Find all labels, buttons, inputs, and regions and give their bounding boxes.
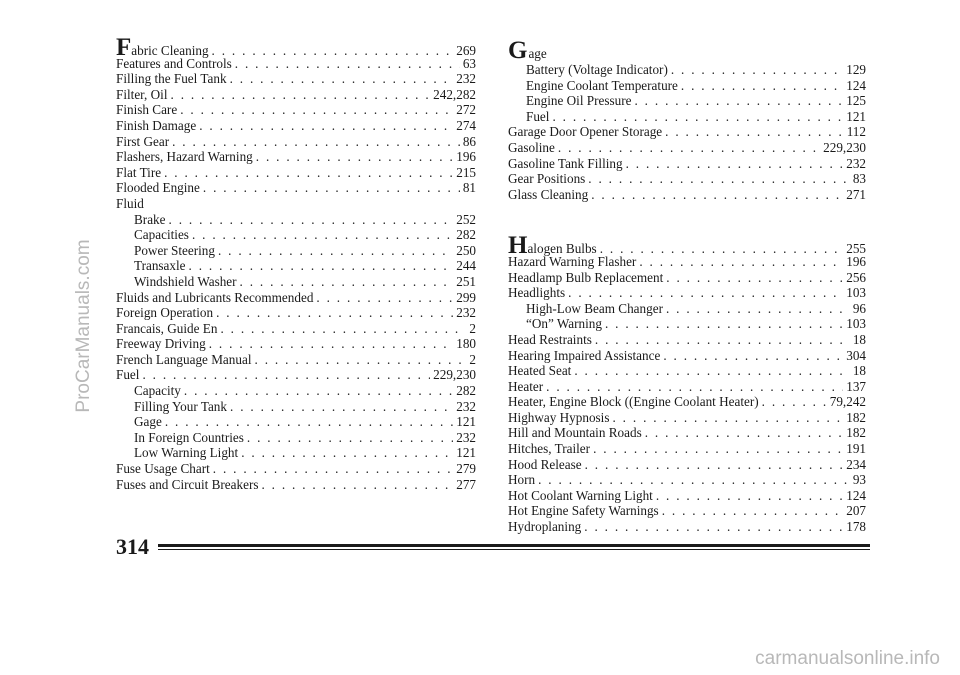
index-subentry bbox=[116, 383, 476, 399]
index-entry-text: Gasoline Tank Filling bbox=[508, 155, 623, 171]
index-subentry bbox=[508, 301, 866, 317]
index-entry bbox=[116, 71, 476, 87]
index-entry-text: Filter, Oil bbox=[116, 86, 168, 102]
index-entry-page: 178 bbox=[846, 519, 866, 535]
dot-leader bbox=[656, 488, 843, 504]
dot-leader bbox=[256, 149, 453, 165]
index-entry bbox=[508, 379, 866, 395]
index-entry-text: Headlamp Bulb Replacement bbox=[508, 269, 664, 285]
index-entry-text: Heated Seat bbox=[508, 363, 572, 379]
dot-leader bbox=[666, 270, 843, 286]
dot-leader bbox=[591, 187, 843, 203]
dot-leader bbox=[165, 414, 453, 430]
index-entry-page: 229,230 bbox=[823, 139, 866, 155]
index-entry-page: 250 bbox=[456, 242, 476, 258]
index-entry-page: 229,230 bbox=[433, 367, 476, 383]
index-entry-text: Hot Coolant Warning Light bbox=[508, 487, 653, 503]
index-list-g bbox=[508, 62, 866, 202]
index-entry-text: Hood Release bbox=[508, 456, 582, 472]
index-entry bbox=[116, 118, 476, 134]
dot-leader bbox=[216, 305, 453, 321]
index-entry bbox=[116, 56, 476, 72]
dot-leader bbox=[142, 367, 430, 383]
index-entry-text: Hitches, Trailer bbox=[508, 441, 591, 457]
page-number: 314 bbox=[116, 534, 149, 559]
index-entry-text: “On” Warning bbox=[526, 316, 602, 332]
index-subentry bbox=[116, 274, 476, 290]
dot-leader bbox=[546, 379, 843, 395]
index-entry-page: 272 bbox=[456, 102, 476, 118]
index-entry bbox=[508, 285, 866, 301]
dot-leader bbox=[639, 254, 843, 270]
index-entry bbox=[508, 124, 866, 140]
index-entry-text: Francais, Guide En bbox=[116, 320, 218, 336]
index-entry bbox=[116, 290, 476, 306]
dot-leader bbox=[666, 301, 850, 317]
index-entry-page: 255 bbox=[846, 241, 866, 257]
dot-leader bbox=[247, 430, 453, 446]
index-entry-text: Transaxle bbox=[134, 258, 186, 274]
index-entry-page: 282 bbox=[456, 227, 476, 243]
index-entry-page: 252 bbox=[456, 211, 476, 227]
index-entry-page: 137 bbox=[846, 378, 866, 394]
index-entry bbox=[508, 457, 866, 473]
index-entry bbox=[508, 472, 866, 488]
index-entry-page: 124 bbox=[846, 487, 866, 503]
index-entry-text: Finish Care bbox=[116, 102, 178, 118]
index-entry-text: Headlights bbox=[508, 285, 566, 301]
index-entry bbox=[116, 87, 476, 103]
index-entry-page: 282 bbox=[456, 383, 476, 399]
index-entry-page: 103 bbox=[846, 285, 866, 301]
dot-leader bbox=[209, 336, 453, 352]
index-column-right bbox=[508, 37, 866, 535]
index-entry-text: Horn bbox=[508, 472, 536, 488]
index-entry-page: 196 bbox=[846, 253, 866, 269]
index-entry-page: 232 bbox=[456, 71, 476, 87]
index-entry-page: 244 bbox=[456, 258, 476, 274]
index-entry-page: 215 bbox=[456, 164, 476, 180]
index-entry-text: Windshield Washer bbox=[134, 273, 237, 289]
index-entry-page: 279 bbox=[456, 461, 476, 477]
index-entry bbox=[508, 171, 866, 187]
dot-leader bbox=[605, 316, 843, 332]
index-entry-page: 121 bbox=[846, 108, 866, 124]
index-entry-page: 96 bbox=[852, 300, 866, 316]
index-entry bbox=[508, 332, 866, 348]
dot-leader bbox=[558, 140, 820, 156]
index-entry bbox=[116, 367, 476, 383]
dot-leader bbox=[584, 519, 843, 535]
index-subentry bbox=[508, 109, 866, 125]
dot-leader bbox=[645, 425, 844, 441]
index-entry-page: 234 bbox=[846, 456, 866, 472]
index-subentry bbox=[116, 243, 476, 259]
index-entry-page: 129 bbox=[846, 62, 866, 77]
dot-leader bbox=[230, 71, 454, 87]
index-entry-text: Hot Engine Safety Warnings bbox=[508, 503, 659, 519]
index-entry bbox=[508, 254, 866, 270]
index-entry-text: Gear Positions bbox=[508, 171, 586, 187]
index-entry-page: 124 bbox=[846, 77, 866, 93]
index-entry bbox=[116, 34, 476, 61]
dot-leader bbox=[213, 461, 453, 477]
index-entry-text: Garage Door Opener Storage bbox=[508, 124, 663, 140]
index-entry-text: Finish Damage bbox=[116, 117, 197, 133]
dot-leader bbox=[595, 332, 850, 348]
index-entry-page: 196 bbox=[456, 149, 476, 165]
index-entry-text: Flooded Engine bbox=[116, 180, 200, 196]
section-heading-gage bbox=[508, 37, 866, 64]
index-entry bbox=[508, 503, 866, 519]
index-entry-page: 232 bbox=[456, 305, 476, 321]
index-entry bbox=[508, 410, 866, 426]
index-entry-text: Fluids and Lubricants Recommended bbox=[116, 289, 314, 305]
index-entry bbox=[116, 321, 476, 337]
index-entry-page: 251 bbox=[456, 273, 476, 289]
dot-leader bbox=[218, 243, 453, 259]
index-entry-page: 232 bbox=[456, 398, 476, 414]
index-entry-text: Heater bbox=[508, 378, 544, 394]
index-entry bbox=[508, 363, 866, 379]
index-entry-text: Features and Controls bbox=[116, 55, 232, 71]
index-subentry bbox=[116, 399, 476, 415]
index-entry bbox=[116, 352, 476, 368]
index-entry-text: Fuses and Circuit Breakers bbox=[116, 476, 259, 492]
index-entry bbox=[508, 519, 866, 535]
index-subentry bbox=[508, 316, 866, 332]
watermark-side: ProCarManuals.com bbox=[73, 239, 94, 413]
index-entry-text: First Gear bbox=[116, 133, 170, 149]
index-entry-text: Foreign Operation bbox=[116, 305, 214, 321]
index-entry bbox=[508, 348, 866, 364]
dot-leader bbox=[568, 285, 843, 301]
index-entry-page: 18 bbox=[852, 363, 866, 379]
index-entry-text: In Foreign Countries bbox=[134, 429, 244, 445]
index-entry-text: Glass Cleaning bbox=[508, 186, 589, 202]
index-entry-page: 93 bbox=[852, 472, 866, 488]
index-subentry bbox=[116, 258, 476, 274]
index-entry bbox=[508, 394, 866, 410]
index-entry bbox=[508, 187, 866, 203]
section-initial-f: F bbox=[116, 34, 132, 61]
dot-leader bbox=[171, 87, 431, 103]
index-entry-text: alogen Bulbs bbox=[527, 241, 597, 257]
index-entry-page: 232 bbox=[846, 155, 866, 171]
dot-leader bbox=[169, 212, 454, 228]
index-entry bbox=[116, 180, 476, 196]
index-entry-text: Filling Your Tank bbox=[134, 398, 227, 414]
index-subentry bbox=[116, 445, 476, 461]
dot-leader bbox=[665, 124, 844, 140]
index-entry-page: 242,282 bbox=[433, 86, 476, 102]
index-entry bbox=[508, 232, 866, 260]
dot-leader bbox=[593, 441, 843, 457]
index-entry-page: 182 bbox=[846, 425, 866, 441]
index-entry-text: Flashers, Hazard Warning bbox=[116, 149, 253, 165]
dot-leader bbox=[663, 348, 843, 364]
index-entry-text: Hill and Mountain Roads bbox=[508, 425, 642, 441]
index-entry-text: Engine Coolant Temperature bbox=[526, 77, 678, 93]
dot-leader bbox=[588, 171, 850, 187]
index-entry-text: Hearing Impaired Assistance bbox=[508, 347, 661, 363]
dot-leader bbox=[612, 410, 843, 426]
dot-leader bbox=[192, 227, 453, 243]
index-entry-page: 18 bbox=[852, 331, 866, 347]
dot-leader bbox=[220, 321, 466, 337]
index-entry-text: Highway Hypnosis bbox=[508, 409, 610, 425]
index-entry bbox=[116, 165, 476, 181]
index-entry-page: 269 bbox=[456, 43, 476, 58]
index-entry bbox=[116, 477, 476, 493]
index-subentry bbox=[116, 212, 476, 228]
index-entry-text: Fuel bbox=[526, 108, 550, 124]
dot-leader bbox=[240, 274, 454, 290]
dot-leader bbox=[184, 383, 453, 399]
index-entry-text: Heater, Engine Block ((Engine Coolant Heater) bbox=[508, 394, 759, 410]
index-entry bbox=[116, 196, 476, 212]
dot-leader bbox=[255, 352, 467, 368]
index-entry-text: Hazard Warning Flasher bbox=[508, 253, 637, 269]
dot-leader bbox=[180, 102, 453, 118]
dot-leader bbox=[681, 78, 843, 94]
dot-leader bbox=[762, 394, 827, 410]
index-entry-text: Fuse Usage Chart bbox=[116, 461, 210, 477]
index-subentry bbox=[508, 93, 866, 109]
index-subentry bbox=[508, 78, 866, 94]
dot-leader bbox=[203, 180, 460, 196]
index-entry-page: 2 bbox=[469, 351, 476, 367]
index-entry-text: Head Restraints bbox=[508, 331, 592, 347]
index-entry bbox=[508, 140, 866, 156]
index-entry-text: Capacities bbox=[134, 227, 189, 243]
dot-leader bbox=[662, 503, 844, 519]
index-entry bbox=[116, 102, 476, 118]
index-entry-text: Engine Oil Pressure bbox=[526, 93, 632, 109]
index-list-h bbox=[508, 254, 866, 535]
dot-leader bbox=[538, 472, 850, 488]
dot-leader bbox=[199, 118, 453, 134]
index-subentry bbox=[116, 227, 476, 243]
index-entry bbox=[116, 149, 476, 165]
index-entry-page: 2 bbox=[469, 320, 476, 336]
index-entry bbox=[508, 488, 866, 504]
index-entry-text: Filling the Fuel Tank bbox=[116, 71, 227, 87]
index-entry-text: Gasoline bbox=[508, 139, 555, 155]
index-entry-page: 271 bbox=[846, 186, 866, 202]
index-entry bbox=[508, 425, 866, 441]
index-entry-page: 256 bbox=[846, 269, 866, 285]
watermark-bottom: carmanualsonline.info bbox=[755, 648, 940, 669]
index-entry bbox=[508, 270, 866, 286]
index-entry-page: 274 bbox=[456, 117, 476, 133]
index-entry-text: Fluid bbox=[116, 195, 144, 211]
index-entry-page: 79,242 bbox=[829, 394, 866, 410]
index-entry-page: 86 bbox=[462, 133, 476, 149]
index-entry-page: 81 bbox=[462, 180, 476, 196]
index-entry-page: 299 bbox=[456, 289, 476, 305]
index-entry-text: Brake bbox=[134, 211, 166, 227]
dot-leader bbox=[671, 62, 843, 78]
section-heading-text: age bbox=[528, 46, 547, 62]
index-entry-page: 191 bbox=[846, 441, 866, 457]
index-entry bbox=[116, 461, 476, 477]
dot-leader bbox=[552, 109, 843, 125]
index-subentry bbox=[508, 62, 866, 78]
dot-leader bbox=[261, 477, 453, 493]
dot-leader bbox=[634, 93, 843, 109]
index-entry bbox=[116, 305, 476, 321]
index-entry-page: 103 bbox=[846, 316, 866, 332]
index-entry-page: 207 bbox=[846, 503, 866, 519]
index-entry-page: 121 bbox=[456, 445, 476, 461]
index-entry-page: 83 bbox=[852, 171, 866, 187]
footer-rule-thin bbox=[158, 549, 870, 550]
index-entry-page: 180 bbox=[456, 336, 476, 352]
dot-leader bbox=[164, 165, 453, 181]
index-entry bbox=[116, 134, 476, 150]
dot-leader bbox=[230, 399, 453, 415]
dot-leader bbox=[585, 457, 844, 473]
dot-leader bbox=[574, 363, 849, 379]
index-subentry bbox=[116, 414, 476, 430]
index-entry-page: 125 bbox=[846, 93, 866, 109]
index-entry bbox=[116, 336, 476, 352]
index-entry-page: 63 bbox=[462, 55, 476, 71]
index-entry-text: Freeway Driving bbox=[116, 336, 206, 352]
index-entry-text: Flat Tire bbox=[116, 164, 162, 180]
index-entry-page: 182 bbox=[846, 409, 866, 425]
index-subentry bbox=[116, 430, 476, 446]
index-entry-text: abric Cleaning bbox=[131, 43, 209, 58]
index-entry-page: 121 bbox=[456, 414, 476, 430]
index-entry-text: Gage bbox=[134, 414, 162, 430]
index-entry-text: Capacity bbox=[134, 383, 181, 399]
index-entry-text: French Language Manual bbox=[116, 351, 252, 367]
dot-leader bbox=[626, 156, 844, 172]
index-entry-text: Low Warning Light bbox=[134, 445, 239, 461]
index-column-left bbox=[116, 34, 476, 492]
index-entry-text: Hydroplaning bbox=[508, 519, 582, 535]
index-list-f bbox=[116, 56, 476, 493]
dot-leader bbox=[241, 445, 453, 461]
index-entry bbox=[508, 156, 866, 172]
index-entry-text: High-Low Beam Changer bbox=[526, 300, 663, 316]
dot-leader bbox=[235, 56, 460, 72]
index-entry-text: Power Steering bbox=[134, 242, 215, 258]
section-initial-g: G bbox=[508, 37, 528, 64]
dot-leader bbox=[316, 290, 453, 306]
footer-rule bbox=[158, 544, 870, 547]
dot-leader bbox=[189, 258, 454, 274]
section-initial-h: H bbox=[508, 232, 528, 260]
index-entry-text: Fuel bbox=[116, 367, 140, 383]
index-entry-page: 304 bbox=[846, 347, 866, 363]
index-entry-page: 277 bbox=[456, 476, 476, 492]
index-entry-page: 232 bbox=[456, 429, 476, 445]
index-entry-page: 112 bbox=[846, 124, 866, 140]
dot-leader bbox=[172, 134, 460, 150]
index-entry-text: Battery (Voltage Indicator) bbox=[526, 62, 668, 77]
index-entry bbox=[508, 441, 866, 457]
